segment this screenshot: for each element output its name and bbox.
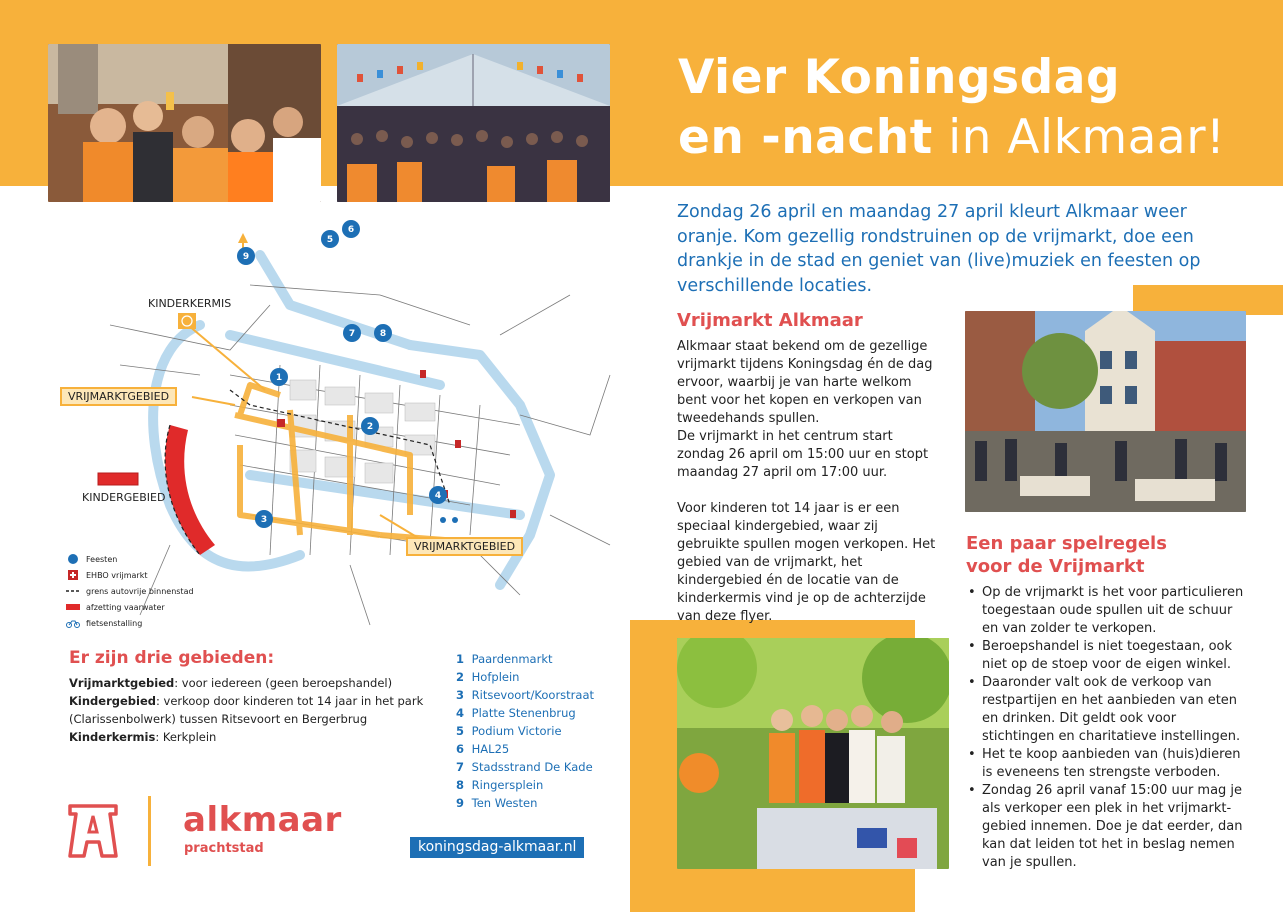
map-marker-8 (374, 324, 392, 342)
location-item: 9 Ten Westen (456, 796, 538, 810)
gebied-term: Kinderkermis (69, 730, 156, 744)
spelregels-heading (966, 532, 1167, 578)
title-line-2-bold: en -nacht (678, 110, 933, 165)
first-aid-icon (66, 569, 80, 581)
location-item: 7 Stadsstrand De Kade (456, 760, 593, 774)
alkmaar-logo (66, 802, 120, 860)
legend-label: EHBO vrijmarkt (86, 570, 148, 580)
spelregel-item: • Daaronder valt ook de verkoop van restpartijen en het aanbieden van eten en drinken. Dit geldt ook voor stichtingen en charitatieve instellingen. (966, 674, 1246, 746)
legend-row (66, 599, 194, 615)
svg-text:7: 7 (348, 329, 356, 339)
vrijmarkt-text (677, 338, 942, 626)
gebied-term: Vrijmarktgebied (69, 676, 175, 690)
legend-label: afzetting vaarwater (86, 602, 165, 612)
gebied-row (69, 692, 429, 728)
location-item: 3 Ritsevoort/Koorstraat (456, 688, 595, 702)
map-marker-9 (237, 247, 255, 265)
brand-name: alkmaar (183, 800, 342, 840)
gebied-text: : verkoop door kinderen tot 14 jaar in het park (Clarissenbolwerk) tussen Ritsevoort en Bergerbrug (69, 694, 424, 726)
map-marker-3 (255, 510, 273, 528)
photo-tent-party (337, 44, 610, 202)
red-bar-icon (66, 603, 80, 611)
locations-list (456, 650, 626, 812)
location-item: 2 Hofplein (456, 670, 520, 684)
vrijmarkt-para-2: De vrijmarkt in het centrum start zondag 26 april om 15:00 uur en stopt maandag 27 april om 17:00 uur. (677, 429, 929, 480)
map-label-kindergebied: KINDERGEBIED (82, 491, 166, 504)
svg-text:8: 8 (379, 329, 387, 339)
spelregel-item: • Op de vrijmarkt is het voor particulieren toegestaan oude spullen uit de schuur en van zolder te verkopen. (966, 584, 1246, 638)
map-marker-2 (361, 417, 379, 435)
ferris-wheel-icon (178, 313, 196, 329)
legend-row (66, 551, 194, 567)
title-line-2-thin: in Alkmaar! (932, 110, 1226, 165)
svg-text:5: 5 (326, 235, 334, 245)
spelregels-heading-line-1: Een paar spelregels (966, 533, 1167, 554)
map-marker-5 (321, 230, 339, 248)
vrijmarkt-para-3: Voor kinderen tot 14 jaar is er een speciaal kindergebied, waar zij gebruikte spullen mogen verkopen. Het gebied van de vrijmarkt, het kindergebied én de locatie van de kinderkermis vind je op de achterzijde van deze flyer. (677, 501, 936, 624)
brand-divider (148, 796, 151, 866)
location-item: 1 Paardenmarkt (456, 652, 553, 666)
spelregel-item: • Zondag 26 april vanaf 15:00 uur mag je als verkoper een plek in het vrijmarkt-gebied innemen. Doe je dat eerder, dan kan dat leiden tot het in beslag nemen van je spullen. (966, 782, 1246, 872)
map-marker-6 (342, 220, 360, 238)
city-map (50, 215, 630, 635)
spelregel-item: • Het te koop aanbieden van (huis)dieren is eveneens ten strengste verboden. (966, 746, 1246, 782)
brand-tagline: prachtstad (184, 841, 264, 856)
title-line-1: Vier Koningsdag (678, 50, 1121, 105)
map-label-vrijmarktgebied-left: VRIJMARKTGEBIED (60, 387, 177, 406)
map-marker-4 (429, 486, 447, 504)
svg-text:1: 1 (275, 373, 283, 383)
intro-paragraph: Zondag 26 april en maandag 27 april kleurt Alkmaar weer oranje. Kom gezellig rondstruinen op de vrijmarkt, doe een drankje in de stad en geniet van (live)muziek en feesten op verschillende locaties. (677, 202, 1201, 296)
location-item: 6 HAL25 (456, 742, 510, 756)
location-item: 8 Ringersplein (456, 778, 544, 792)
title-line-2 (678, 108, 1278, 168)
gebieden-text (69, 674, 429, 746)
svg-text:4: 4 (434, 491, 442, 501)
vrijmarkt-heading: Vrijmarkt Alkmaar (677, 310, 863, 331)
legend-row (66, 583, 194, 599)
gebied-row (69, 674, 429, 692)
legend-label: Feesten (86, 554, 118, 564)
dashed-line-icon (66, 588, 80, 594)
photo-celebrating-crowd (48, 44, 321, 202)
svg-text:2: 2 (366, 422, 374, 432)
dot-icon (66, 553, 80, 565)
legend-label: fietsenstalling (86, 618, 143, 628)
map-label-kinderkermis: KINDERKERMIS (148, 297, 232, 310)
map-marker-7 (343, 324, 361, 342)
bottom-orange-white-overlay (630, 620, 677, 912)
photo-street-market (965, 311, 1246, 512)
location-item: 4 Platte Stenenbrug (456, 706, 576, 720)
kindergebied-box (98, 473, 138, 485)
gebieden-heading: Er zijn drie gebieden: (69, 648, 275, 668)
legend-label: grens autovrije binnenstad (86, 586, 194, 596)
map-marker-1 (270, 368, 288, 386)
location-item: 5 Podium Victorie (456, 724, 562, 738)
gebied-text: : Kerkplein (155, 730, 217, 744)
page-title (678, 48, 1278, 168)
map-legend (66, 551, 194, 631)
photo-women-posing (677, 638, 949, 869)
gebied-term: Kindergebied (69, 694, 156, 708)
bicycle-icon (66, 618, 80, 628)
spelregels-list (966, 584, 1246, 872)
website-url[interactable]: koningsdag-alkmaar.nl (410, 837, 584, 858)
vrijmarkt-para-1: Alkmaar staat bekend om de gezellige vrijmarkt tijdens Koningsdag én de dag ervoor, waarbij je van harte welkom bent voor het kopen en verkopen van tweedehands spullen. (677, 339, 933, 426)
map-label-vrijmarktgebied-right: VRIJMARKTGEBIED (406, 537, 523, 556)
gebied-row (69, 728, 429, 746)
legend-row (66, 615, 194, 631)
gebied-text: : voor iedereen (geen beroepshandel) (174, 676, 393, 690)
svg-text:3: 3 (260, 515, 268, 525)
spelregel-item: • Beroepshandel is niet toegestaan, ook niet op de stoep voor de eigen winkel. (966, 638, 1246, 674)
svg-text:6: 6 (347, 225, 355, 235)
spelregels-heading-line-2: voor de Vrijmarkt (966, 556, 1145, 577)
legend-row (66, 567, 194, 583)
svg-text:9: 9 (242, 252, 250, 262)
